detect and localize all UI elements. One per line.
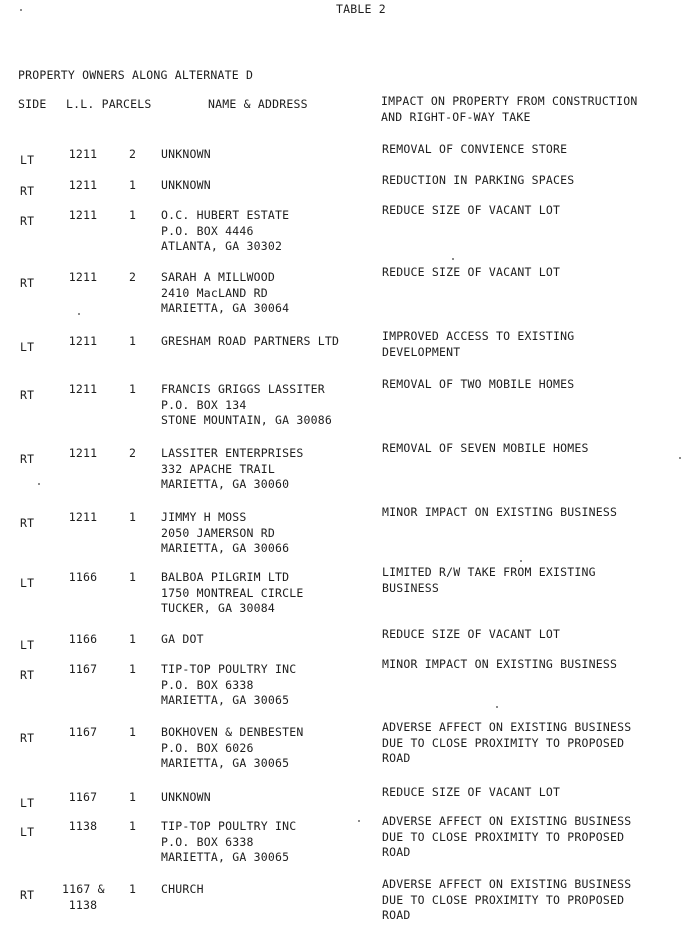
- impact-line: LIMITED R/W TAKE FROM EXISTING: [382, 565, 596, 579]
- impact-line: BUSINESS: [382, 580, 439, 595]
- table-title: TABLE 2: [336, 2, 386, 16]
- ll-cell: [62, 725, 104, 741]
- impact-line: REMOVAL OF SEVEN MOBILE HOMES: [382, 441, 589, 455]
- ll-line: 1211: [68, 178, 98, 192]
- impact-line: DUE TO CLOSE PROXIMITY TO PROPOSED: [382, 735, 625, 750]
- impact-line: REDUCTION IN PARKING SPACES: [382, 173, 575, 187]
- name-address-line: UNKNOWN: [161, 178, 211, 192]
- impact-line: REDUCE SIZE OF VACANT LOT: [382, 785, 561, 799]
- name-address-line: MARIETTA, GA 30060: [161, 477, 290, 491]
- ll-cell: [62, 510, 104, 526]
- ll-line: 1211: [68, 382, 98, 396]
- header-impact-line-1: IMPACT ON PROPERTY FROM CONSTRUCTION: [381, 94, 638, 108]
- impact-cell: [382, 265, 560, 281]
- name-address-line: UNKNOWN: [161, 790, 211, 804]
- parcel-cell: 2: [129, 270, 137, 284]
- name-address-cell: [161, 147, 211, 163]
- side-cell: RT: [20, 668, 35, 682]
- side-cell: LT: [20, 796, 35, 810]
- side-cell: RT: [20, 184, 35, 198]
- parcel-cell: 1: [129, 382, 137, 396]
- parcel-cell: 1: [129, 790, 137, 804]
- name-address-cell: [161, 382, 332, 429]
- name-address-line: P.O. BOX 6338: [161, 677, 254, 692]
- name-address-line: GRESHAM ROAD PARTNERS LTD: [161, 334, 340, 348]
- name-address-line: P.O. BOX 6338: [161, 834, 254, 849]
- header-parcels: PARCELS: [101, 97, 152, 111]
- header-ll: L.L.: [66, 97, 95, 111]
- ll-cell: [62, 208, 104, 224]
- ll-cell: [62, 882, 104, 913]
- ll-line: 1166: [68, 570, 98, 584]
- ll-cell: [62, 632, 104, 648]
- side-cell: LT: [20, 153, 35, 167]
- name-address-line: MARIETTA, GA 30064: [161, 301, 290, 315]
- impact-line: REMOVAL OF TWO MOBILE HOMES: [382, 377, 575, 391]
- impact-cell: [382, 142, 567, 158]
- ll-line: 1167: [68, 662, 98, 676]
- impact-line: REDUCE SIZE OF VACANT LOT: [382, 203, 561, 217]
- ll-line: 1211: [68, 208, 98, 222]
- name-address-line: SARAH A MILLWOOD: [161, 270, 275, 284]
- name-address-cell: [161, 570, 303, 617]
- name-address-line: STONE MOUNTAIN, GA 30086: [161, 413, 332, 427]
- impact-line: REDUCE SIZE OF VACANT LOT: [382, 265, 561, 279]
- ll-line: 1211: [68, 334, 98, 348]
- impact-line: DUE TO CLOSE PROXIMITY TO PROPOSED: [382, 829, 625, 844]
- name-address-line: 1750 MONTREAL CIRCLE: [161, 585, 304, 600]
- ll-cell: [62, 446, 104, 462]
- name-address-cell: [161, 662, 296, 709]
- ll-line: 1138: [68, 819, 98, 833]
- impact-line: MINOR IMPACT ON EXISTING BUSINESS: [382, 657, 618, 671]
- impact-line: MINOR IMPACT ON EXISTING BUSINESS: [382, 505, 618, 519]
- header-impact-line-2: AND RIGHT-OF-WAY TAKE: [381, 109, 531, 124]
- ll-cell: [62, 819, 104, 835]
- side-cell: RT: [20, 731, 35, 745]
- name-address-cell: [161, 725, 303, 772]
- name-address-cell: [161, 208, 289, 255]
- scan-speck: [520, 560, 522, 562]
- side-cell: LT: [20, 340, 35, 354]
- name-address-line: TIP-TOP POULTRY INC: [161, 662, 297, 676]
- impact-cell: [382, 441, 589, 457]
- impact-line: ROAD: [382, 845, 411, 859]
- ll-line: 1211: [68, 270, 98, 284]
- name-address-cell: [161, 819, 296, 866]
- impact-line: ROAD: [382, 908, 411, 922]
- name-address-cell: [161, 178, 211, 194]
- ll-line: 1166: [68, 632, 98, 646]
- impact-cell: [382, 785, 560, 801]
- impact-cell: [382, 505, 617, 521]
- name-address-line: TIP-TOP POULTRY INC: [161, 819, 297, 833]
- name-address-line: ATLANTA, GA 30302: [161, 239, 283, 253]
- ll-line: 1211: [68, 147, 98, 161]
- ll-cell: [62, 790, 104, 806]
- name-address-line: UNKNOWN: [161, 147, 211, 161]
- side-cell: LT: [20, 638, 35, 652]
- name-address-cell: [161, 882, 204, 898]
- parcel-cell: 2: [129, 446, 137, 460]
- parcel-cell: 1: [129, 570, 137, 584]
- parcel-cell: 1: [129, 178, 137, 192]
- parcel-cell: 1: [129, 882, 137, 896]
- scan-speck: [452, 258, 454, 260]
- header-ll-parcels: [66, 97, 152, 113]
- scan-speck: [78, 313, 80, 315]
- header-side: SIDE: [18, 97, 47, 111]
- impact-cell: [382, 377, 574, 393]
- ll-cell: [62, 270, 104, 286]
- impact-line: ADVERSE AFFECT ON EXISTING BUSINESS: [382, 814, 632, 828]
- name-address-line: GA DOT: [161, 632, 204, 646]
- name-address-line: O.C. HUBERT ESTATE: [161, 208, 290, 222]
- ll-line: 1167: [68, 725, 98, 739]
- impact-line: ROAD: [382, 751, 411, 765]
- name-address-line: P.O. BOX 6026: [161, 740, 254, 755]
- name-address-line: 2050 JAMERSON RD: [161, 525, 275, 540]
- name-address-line: 2410 MacLAND RD: [161, 285, 268, 300]
- name-address-line: FRANCIS GRIGGS LASSITER: [161, 382, 325, 396]
- parcel-cell: 1: [129, 662, 137, 676]
- impact-line: REMOVAL OF CONVIENCE STORE: [382, 142, 568, 156]
- scan-speck: [20, 9, 22, 11]
- name-address-cell: [161, 510, 289, 557]
- name-address-cell: [161, 790, 211, 806]
- scan-speck: [679, 457, 681, 459]
- name-address-line: MARIETTA, GA 30066: [161, 541, 290, 555]
- impact-cell: [382, 329, 574, 360]
- header-name-address: NAME & ADDRESS: [208, 97, 308, 111]
- ll-cell: [62, 382, 104, 398]
- impact-cell: [382, 203, 560, 219]
- side-cell: LT: [20, 825, 35, 839]
- impact-cell: [382, 720, 631, 767]
- name-address-line: LASSITER ENTERPRISES: [161, 446, 304, 460]
- ll-line: 1138: [68, 897, 98, 912]
- impact-line: DEVELOPMENT: [382, 344, 461, 359]
- name-address-line: 332 APACHE TRAIL: [161, 461, 275, 476]
- side-cell: RT: [20, 388, 35, 402]
- impact-line: DUE TO CLOSE PROXIMITY TO PROPOSED: [382, 892, 625, 907]
- parcel-cell: 1: [129, 632, 137, 646]
- name-address-line: MARIETTA, GA 30065: [161, 850, 290, 864]
- side-cell: LT: [20, 576, 35, 590]
- name-address-line: P.O. BOX 134: [161, 397, 247, 412]
- header-impact: [381, 94, 637, 125]
- name-address-line: CHURCH: [161, 882, 204, 896]
- impact-cell: [382, 814, 631, 861]
- name-address-line: BALBOA PILGRIM LTD: [161, 570, 290, 584]
- impact-cell: [382, 657, 617, 673]
- name-address-cell: [161, 334, 339, 350]
- side-cell: RT: [20, 276, 35, 290]
- side-cell: RT: [20, 516, 35, 530]
- scan-speck: [358, 820, 360, 822]
- impact-cell: [382, 173, 574, 189]
- ll-cell: [62, 570, 104, 586]
- parcel-cell: 1: [129, 208, 137, 222]
- document-subtitle: PROPERTY OWNERS ALONG ALTERNATE D: [18, 68, 254, 82]
- ll-cell: [62, 662, 104, 678]
- side-cell: RT: [20, 214, 35, 228]
- parcel-cell: 1: [129, 510, 137, 524]
- side-cell: RT: [20, 452, 35, 466]
- parcel-cell: 1: [129, 725, 137, 739]
- name-address-line: JIMMY H MOSS: [161, 510, 247, 524]
- impact-line: ADVERSE AFFECT ON EXISTING BUSINESS: [382, 877, 632, 891]
- ll-cell: [62, 147, 104, 163]
- name-address-cell: [161, 270, 289, 317]
- name-address-line: MARIETTA, GA 30065: [161, 693, 290, 707]
- ll-line: 1211: [68, 446, 98, 460]
- ll-line: 1167 &: [62, 882, 105, 896]
- ll-line: 1211: [68, 510, 98, 524]
- impact-line: IMPROVED ACCESS TO EXISTING: [382, 329, 575, 343]
- name-address-line: BOKHOVEN & DENBESTEN: [161, 725, 304, 739]
- name-address-line: MARIETTA, GA 30065: [161, 756, 290, 770]
- impact-cell: [382, 565, 596, 596]
- parcel-cell: 2: [129, 147, 137, 161]
- ll-cell: [62, 334, 104, 350]
- name-address-line: P.O. BOX 4446: [161, 223, 254, 238]
- scan-speck: [496, 706, 498, 708]
- name-address-cell: [161, 446, 303, 493]
- ll-line: 1167: [68, 790, 98, 804]
- parcel-cell: 1: [129, 819, 137, 833]
- impact-cell: [382, 877, 631, 924]
- name-address-cell: [161, 632, 204, 648]
- ll-cell: [62, 178, 104, 194]
- parcel-cell: 1: [129, 334, 137, 348]
- impact-line: ADVERSE AFFECT ON EXISTING BUSINESS: [382, 720, 632, 734]
- scan-speck: [38, 483, 40, 485]
- side-cell: RT: [20, 888, 35, 902]
- impact-line: REDUCE SIZE OF VACANT LOT: [382, 627, 561, 641]
- impact-cell: [382, 627, 560, 643]
- name-address-line: TUCKER, GA 30084: [161, 601, 275, 615]
